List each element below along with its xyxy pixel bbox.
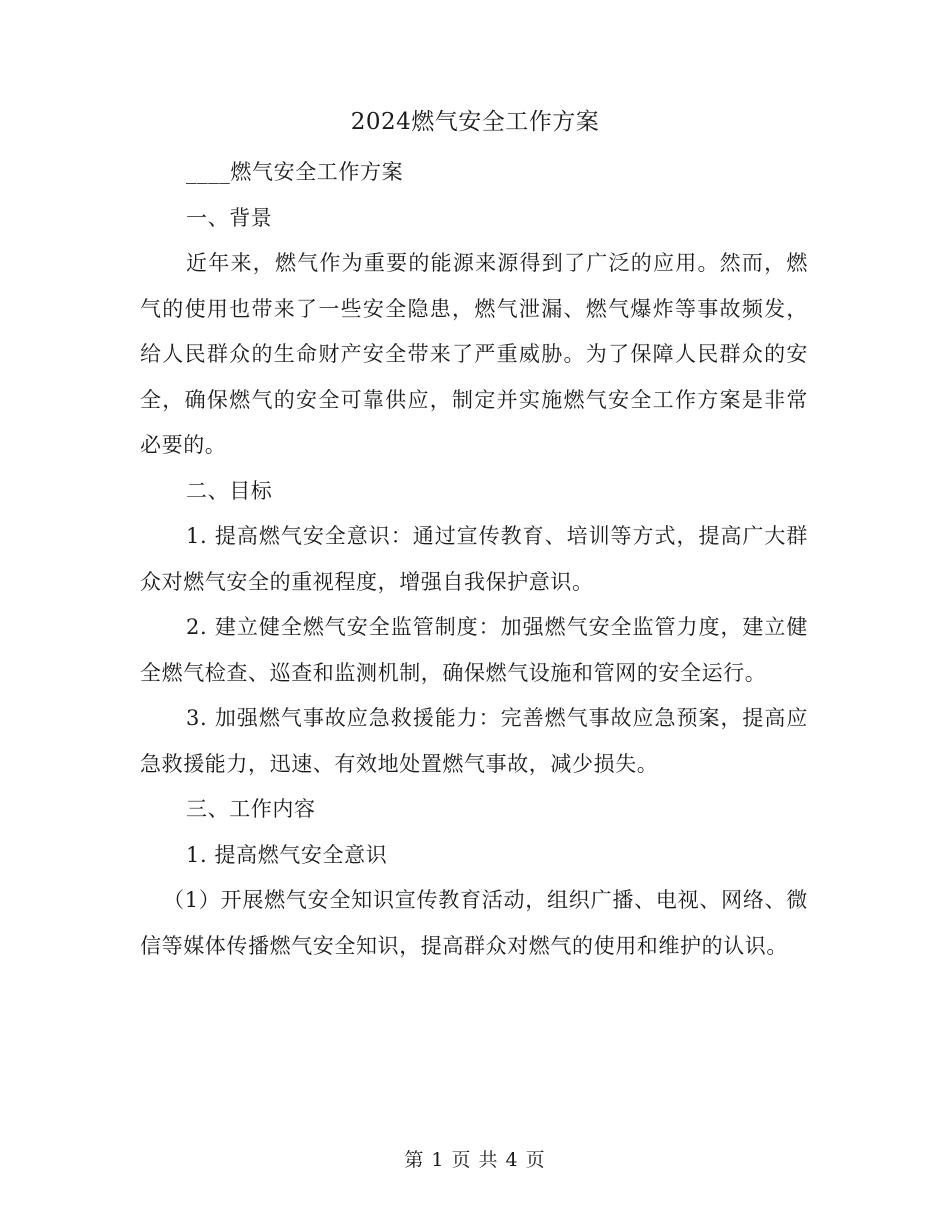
section-heading-work: 三、工作内容 (186, 797, 316, 821)
background-paragraph: 近年来，燃气作为重要的能源来源得到了广泛的应用。然而，燃气的使用也带来了一些安全隐患，燃气泄漏、燃气爆炸等事故频发，给人民群众的生命财产安全带来了严重威胁。为了保障人民群众的安全，确保燃气的安全可靠供应，制定并实施燃气安全工作方案是非常必要的。 (140, 251, 808, 457)
section-heading-background: 一、背景 (186, 205, 273, 230)
goal-item-1: 1. 提高燃气安全意识：通过宣传教育、培训等方式，提高广大群众对燃气安全的重视程度，增强自我保护意识。 (140, 524, 808, 594)
document-body (140, 150, 808, 969)
goal-item-3: 3. 加强燃气事故应急救援能力：完善燃气事故应急预案，提高应急救援能力，迅速、有效地处置燃气事故，减少损失。 (140, 706, 808, 776)
work-item-1-heading: 1. 提高燃气安全意识 (186, 842, 388, 867)
section-heading-goals: 二、目标 (186, 478, 273, 503)
document-title: 2024燃气安全工作方案 (350, 109, 600, 135)
page-footer: 第 1 页 共 4 页 (404, 1149, 546, 1171)
work-item-1-sub-1: （1）开展燃气安全知识宣传教育活动，组织广播、电视、网络、微信等媒体传播燃气安全知识，提高群众对燃气的使用和维护的认识。 (140, 888, 808, 958)
subtitle-paragraph: ____燃气安全工作方案 (186, 160, 404, 184)
goal-item-2: 2. 建立健全燃气安全监管制度：加强燃气安全监管力度，建立健全燃气检查、巡查和监测机制，确保燃气设施和管网的安全运行。 (140, 615, 808, 685)
